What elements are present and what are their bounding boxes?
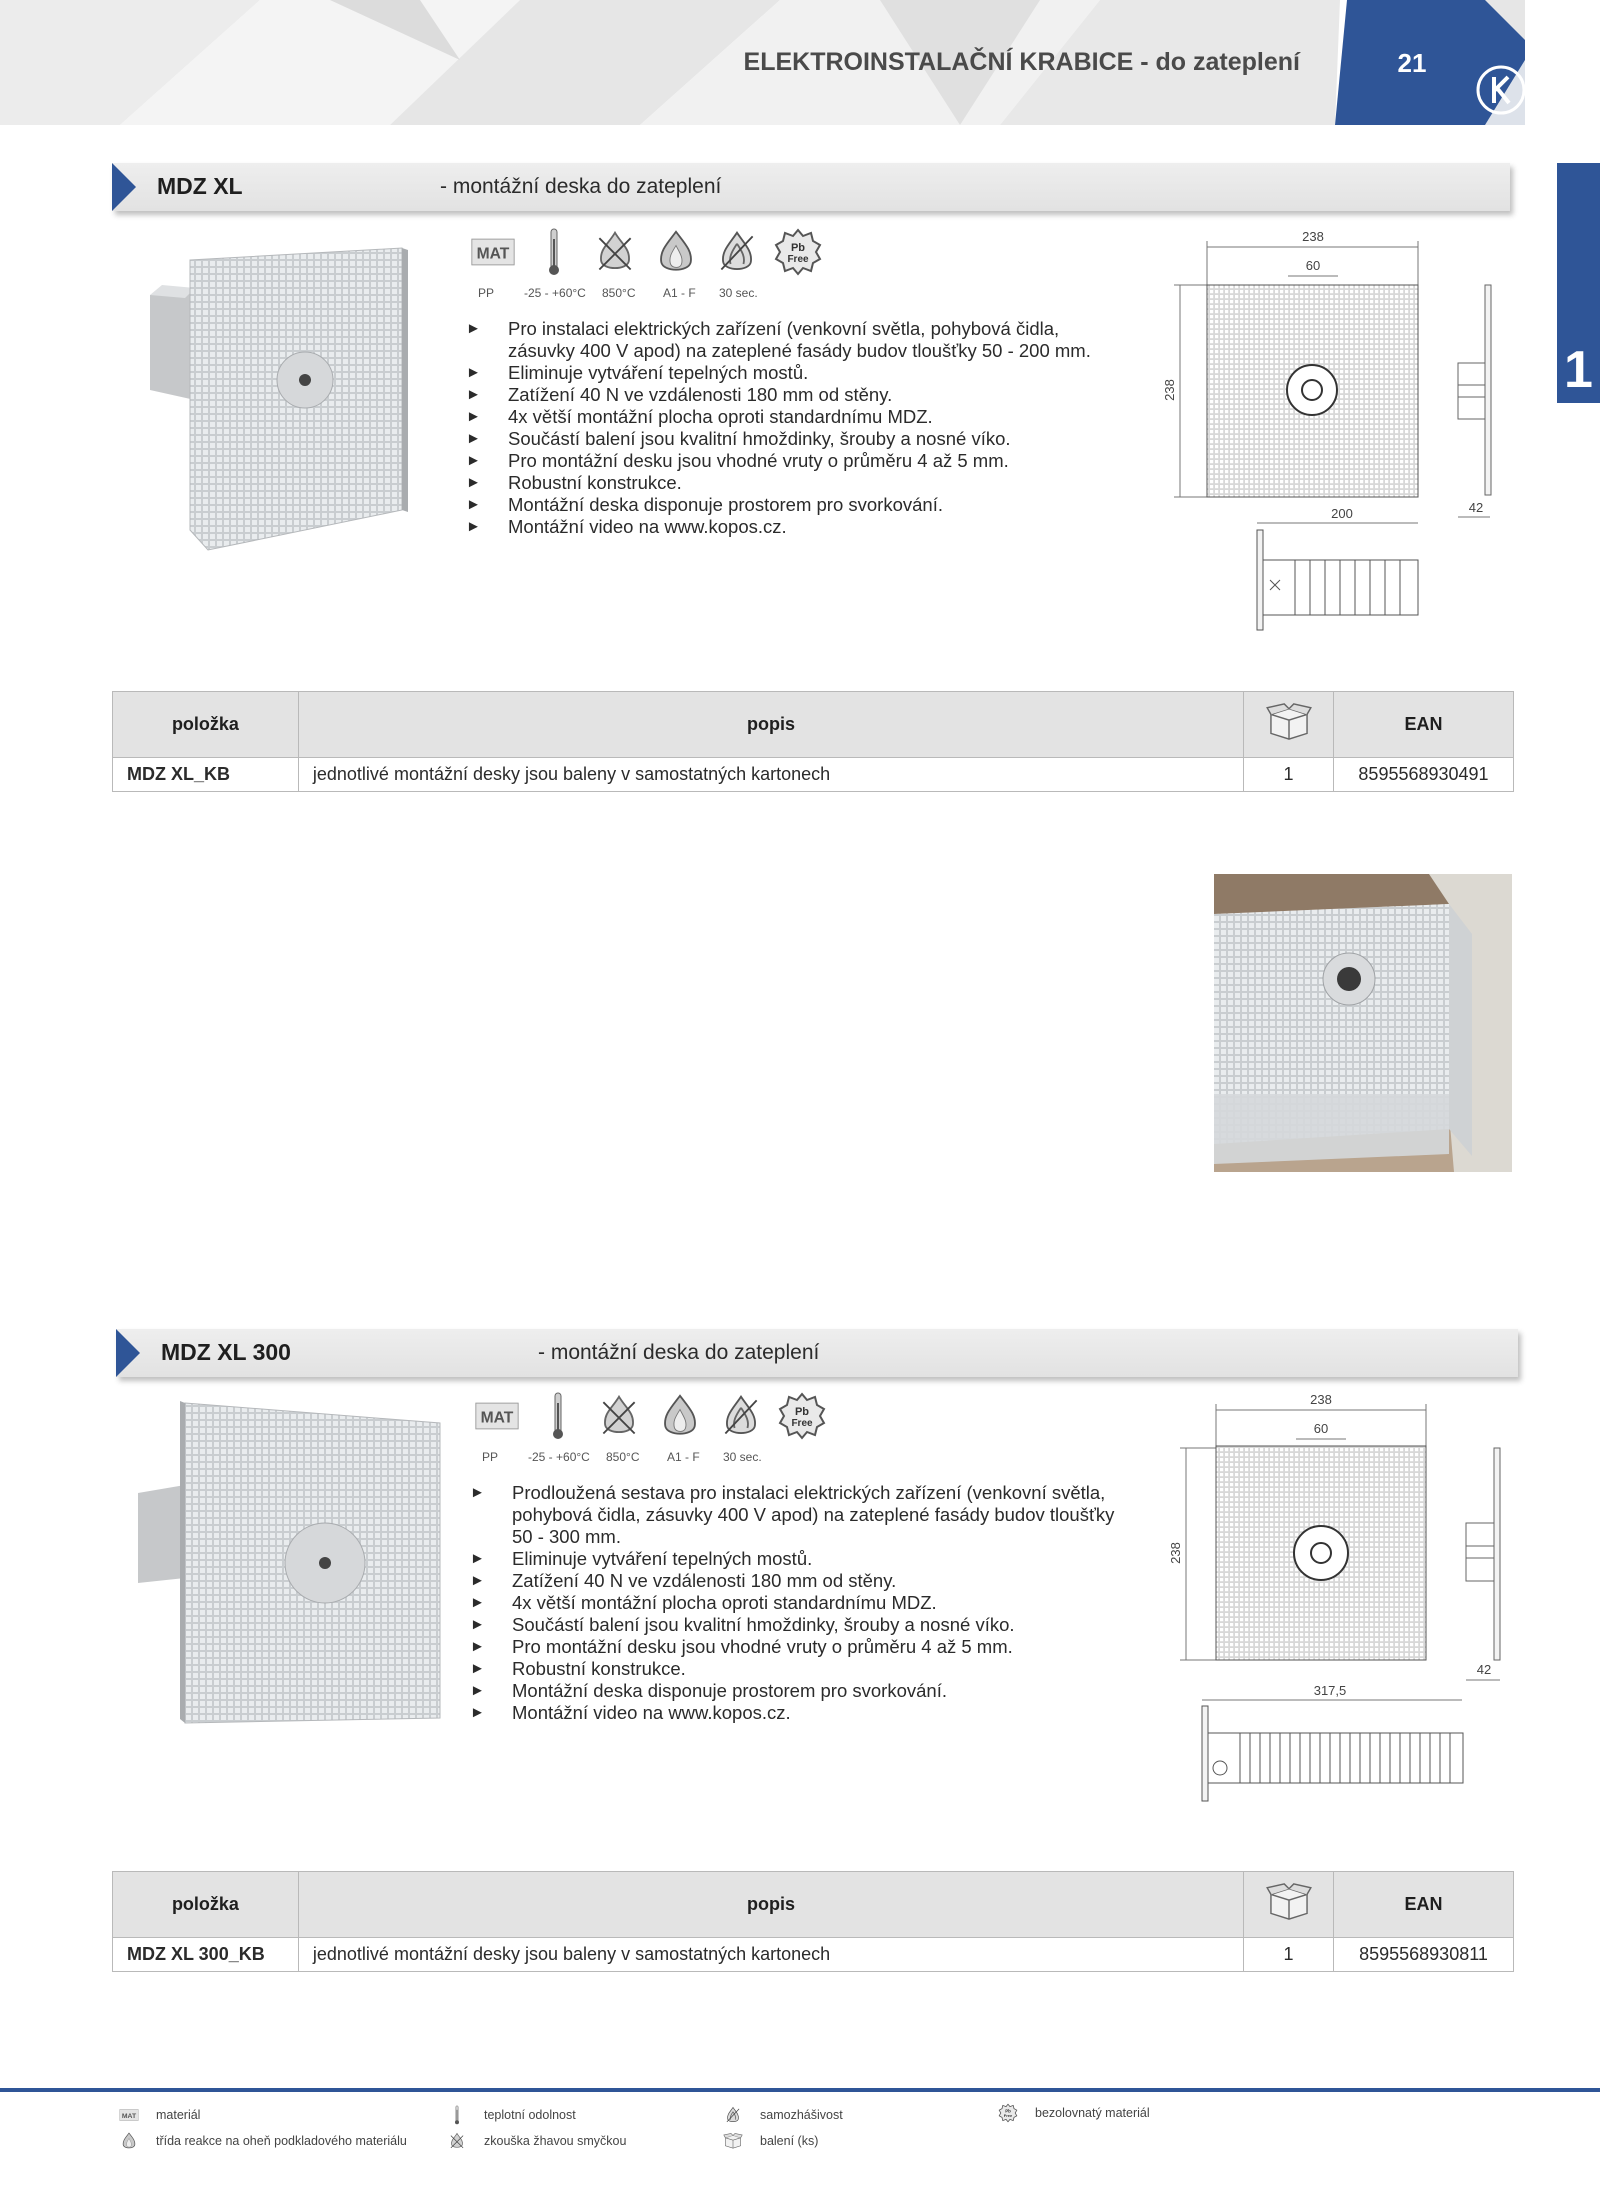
page-number: 21	[1397, 48, 1427, 78]
product-photo	[140, 240, 450, 560]
thermometer-icon	[523, 226, 584, 278]
product-subtitle: - montážní deska do zateplení	[538, 1341, 820, 1364]
dim-depth: 42	[1476, 1662, 1492, 1677]
mat-icon	[118, 2105, 140, 2125]
list-item: ► Montážní video na www.kopos.cz.	[466, 516, 1126, 538]
list-item: ► Prodloužená sestava pro instalaci elektrických zařízení (venkovní světla, pohybová čidla, zásuvky 400 V apod) na zateplené fasády budov tloušťky 50 - 300 mm.	[470, 1482, 1130, 1548]
fire-class-label: A1 - F	[667, 1450, 700, 1464]
legend-label: balení (ks)	[760, 2134, 819, 2148]
fire-class-icon	[118, 2131, 140, 2151]
self-extinguishing-icon	[706, 226, 767, 278]
property-icons	[466, 1390, 832, 1442]
box-icon	[1265, 703, 1313, 741]
column-header-ean: EAN	[1334, 692, 1514, 758]
cell-ean: 8595568930491	[1334, 758, 1514, 792]
legend-item	[118, 2131, 407, 2151]
dim-length: 317,5	[1313, 1683, 1347, 1698]
table-header-row	[113, 692, 1514, 758]
list-item: ► Montážní video na www.kopos.cz.	[470, 1702, 1130, 1724]
legend-item	[118, 2105, 200, 2125]
legend-label: samozhášivost	[760, 2108, 843, 2122]
temperature-label: -25 - +60°C	[524, 286, 586, 300]
legend-item	[997, 2103, 1150, 2123]
fire-class-icon	[645, 226, 706, 278]
product-name: MDZ XL 300	[161, 1339, 291, 1365]
thermometer-icon	[446, 2105, 468, 2125]
list-item: ► Eliminuje vytváření tepelných mostů.	[470, 1548, 1130, 1570]
cell-pack: 1	[1244, 758, 1334, 792]
legend-label: zkouška žhavou smyčkou	[484, 2134, 627, 2148]
dim-length: 200	[1331, 506, 1353, 521]
section-header-bar	[112, 163, 1510, 211]
list-item: ► Zatížení 40 N ve vzdálenosti 180 mm od stěny.	[466, 384, 1126, 406]
table-row	[113, 1938, 1514, 1972]
list-item: ► Pro montážní desku jsou vhodné vruty o průměru 4 až 5 mm.	[470, 1636, 1130, 1658]
dim-height: 238	[1168, 1542, 1183, 1564]
feature-list	[470, 1482, 1130, 1724]
kopos-logo	[1475, 64, 1527, 116]
lead-free-icon	[771, 1390, 832, 1442]
list-item: ► Montážní deska disponuje prostorem pro svorkování.	[466, 494, 1126, 516]
dim-center: 60	[1313, 1421, 1329, 1436]
column-header-item: položka	[113, 1872, 299, 1938]
cell-description: jednotlivé montážní desky jsou baleny v samostatných kartonech	[298, 1938, 1243, 1972]
technical-drawing	[1150, 1388, 1540, 1818]
cell-ean: 8595568930811	[1334, 1938, 1514, 1972]
material-label: PP	[482, 1450, 499, 1464]
product-table	[112, 1871, 1514, 1972]
lead-free-icon	[767, 226, 828, 278]
legend-item	[722, 2105, 843, 2125]
installation-photo	[1214, 874, 1512, 1172]
self-extinguishing-icon	[710, 1390, 771, 1442]
cell-item: MDZ XL 300_KB	[113, 1938, 299, 1972]
material-label: PP	[478, 286, 495, 300]
temperature-label: -25 - +60°C	[528, 1450, 590, 1464]
cell-item: MDZ XL_KB	[113, 758, 299, 792]
self-extinguishing-label: 30 sec.	[723, 1450, 762, 1464]
self-extinguishing-label: 30 sec.	[719, 286, 758, 300]
fire-class-label: A1 - F	[663, 286, 696, 300]
lead-free-icon	[997, 2103, 1019, 2123]
legend-item	[446, 2105, 576, 2125]
legend-label: bezolovnatý materiál	[1035, 2106, 1150, 2120]
legend-label: třída reakce na oheň podkladového materiálu	[156, 2134, 407, 2148]
product-photo	[130, 1393, 450, 1733]
fire-class-icon	[649, 1390, 710, 1442]
product-subtitle: - montážní deska do zateplení	[440, 175, 722, 198]
dim-width: 238	[1310, 1392, 1332, 1407]
glow-wire-label: 850°C	[606, 1450, 640, 1464]
header-title: ELEKTROINSTALAČNÍ KRABICE - do zateplení	[743, 48, 1300, 76]
legend-item	[446, 2131, 626, 2151]
table-header-row	[113, 1872, 1514, 1938]
list-item: ► Montážní deska disponuje prostorem pro svorkování.	[470, 1680, 1130, 1702]
dim-height: 238	[1162, 379, 1177, 401]
column-header-item: položka	[113, 692, 299, 758]
legend-item	[722, 2131, 818, 2151]
product-table	[112, 691, 1514, 792]
cell-pack: 1	[1244, 1938, 1334, 1972]
cell-description: jednotlivé montážní desky jsou baleny v samostatných kartonech	[298, 758, 1243, 792]
list-item: ► Součástí balení jsou kvalitní hmoždinky, šrouby a nosné víko.	[470, 1614, 1130, 1636]
table-row	[113, 758, 1514, 792]
glow-wire-icon	[588, 1390, 649, 1442]
feature-list	[466, 318, 1126, 538]
chapter-number: 1	[1564, 341, 1593, 399]
dim-width: 238	[1302, 229, 1324, 244]
product-name: MDZ XL	[157, 173, 243, 199]
glow-wire-icon	[584, 226, 645, 278]
list-item: ► Robustní konstrukce.	[470, 1658, 1130, 1680]
dim-center: 60	[1305, 258, 1321, 273]
mat-icon	[466, 1390, 527, 1442]
column-header-ean: EAN	[1334, 1872, 1514, 1938]
dim-depth: 42	[1468, 500, 1484, 515]
box-icon	[1265, 1883, 1313, 1921]
list-item: ► Zatížení 40 N ve vzdálenosti 180 mm od stěny.	[470, 1570, 1130, 1592]
list-item: ► Součástí balení jsou kvalitní hmoždinky, šrouby a nosné víko.	[466, 428, 1126, 450]
list-item: ► 4x větší montážní plocha oproti standardnímu MDZ.	[466, 406, 1126, 428]
glow-wire-icon	[446, 2131, 468, 2151]
footer-divider	[0, 2088, 1600, 2092]
list-item: ► Robustní konstrukce.	[466, 472, 1126, 494]
property-icons	[462, 226, 828, 278]
column-header-pack	[1244, 692, 1334, 758]
column-header-description: popis	[298, 1872, 1243, 1938]
glow-wire-label: 850°C	[602, 286, 636, 300]
list-item: ► Pro montážní desku jsou vhodné vruty o průměru 4 až 5 mm.	[466, 450, 1126, 472]
list-item: ► Pro instalaci elektrických zařízení (venkovní světla, pohybová čidla, zásuvky 400 V apod) na zateplené fasády budov tloušťky 50 - 200 mm.	[466, 318, 1126, 362]
list-item: ► Eliminuje vytváření tepelných mostů.	[466, 362, 1126, 384]
thermometer-icon	[527, 1390, 588, 1442]
legend-label: teplotní odolnost	[484, 2108, 576, 2122]
list-item: ► 4x větší montážní plocha oproti standardnímu MDZ.	[470, 1592, 1130, 1614]
self-extinguishing-icon	[722, 2105, 744, 2125]
column-header-pack	[1244, 1872, 1334, 1938]
technical-drawing	[1150, 225, 1540, 645]
box-icon	[722, 2131, 744, 2151]
legend-label: materiál	[156, 2108, 201, 2122]
column-header-description: popis	[298, 692, 1243, 758]
mat-icon	[462, 226, 523, 278]
